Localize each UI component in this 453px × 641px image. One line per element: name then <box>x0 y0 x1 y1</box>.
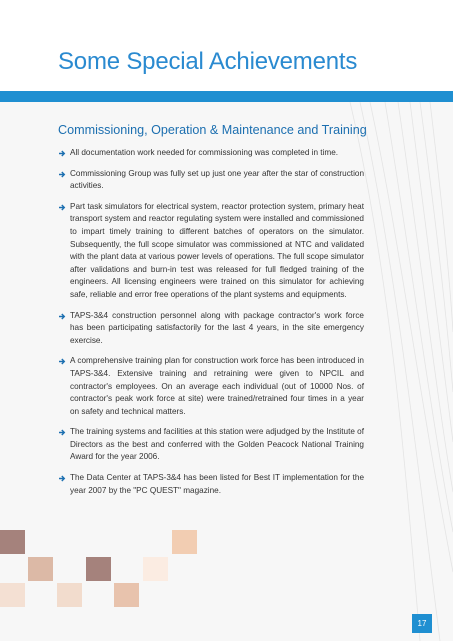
mosaic-square <box>57 583 82 607</box>
list-item-text: The training systems and facilities at this station were adjudged by the Institute of Directors as the best and conferred with the Golden Peacock National Training Award for the year 2006. <box>70 427 364 462</box>
mosaic-square <box>0 530 25 554</box>
page-number: 17 <box>412 614 432 633</box>
mosaic-square <box>86 557 111 581</box>
list-item-text: All documentation work needed for commissioning was completed in time. <box>70 148 339 157</box>
mosaic-square <box>114 583 139 607</box>
mosaic-square <box>0 583 25 607</box>
mosaic-square <box>143 557 168 581</box>
list-item-text: A comprehensive training plan for construction work force has been introduced in TAPS-3&4. Extensive training and retraining were given to NPCIL and contractor's employees. On an average each individual (out of 10000 Nos. of contractor's peak work force at site) were trained/retrained four times in a year on safety and technical matters. <box>70 356 364 416</box>
mosaic-square <box>28 557 53 581</box>
page-title: Some Special Achievements <box>58 48 358 75</box>
mosaic-square <box>172 530 197 554</box>
list-item-text: The Data Center at TAPS-3&4 has been listed for Best IT implementation for the year 2007 by the "PC QUEST" magazine. <box>70 473 364 495</box>
list-item-text: Commissioning Group was fully set up just one year after the star of construction activities. <box>70 168 364 191</box>
list-item-text: Part task simulators for electrical system, reactor protection system, primary heat transport system and reactor regulating system were installed and commissioned to impart timely training to different batches of operators on the simulator. Subsequently, the full scope simulator was commissioned at NTC and validated with the plant data at various power levels of operations. The full scope simulator after validations and burn-in test was released for full fledged training of the engineers. All licensing engineers were trained on this simulator for achieving safe, reliable and error free operations of the plant systems and equipments. <box>70 201 364 299</box>
list-item-text: TAPS-3&4 construction personnel along with package contractor's work force has been participating satisfactorily for the last 4 years, in the site emergency exercise. <box>70 310 364 345</box>
section-heading: Commissioning, Operation & Maintenance and Training <box>58 123 367 137</box>
